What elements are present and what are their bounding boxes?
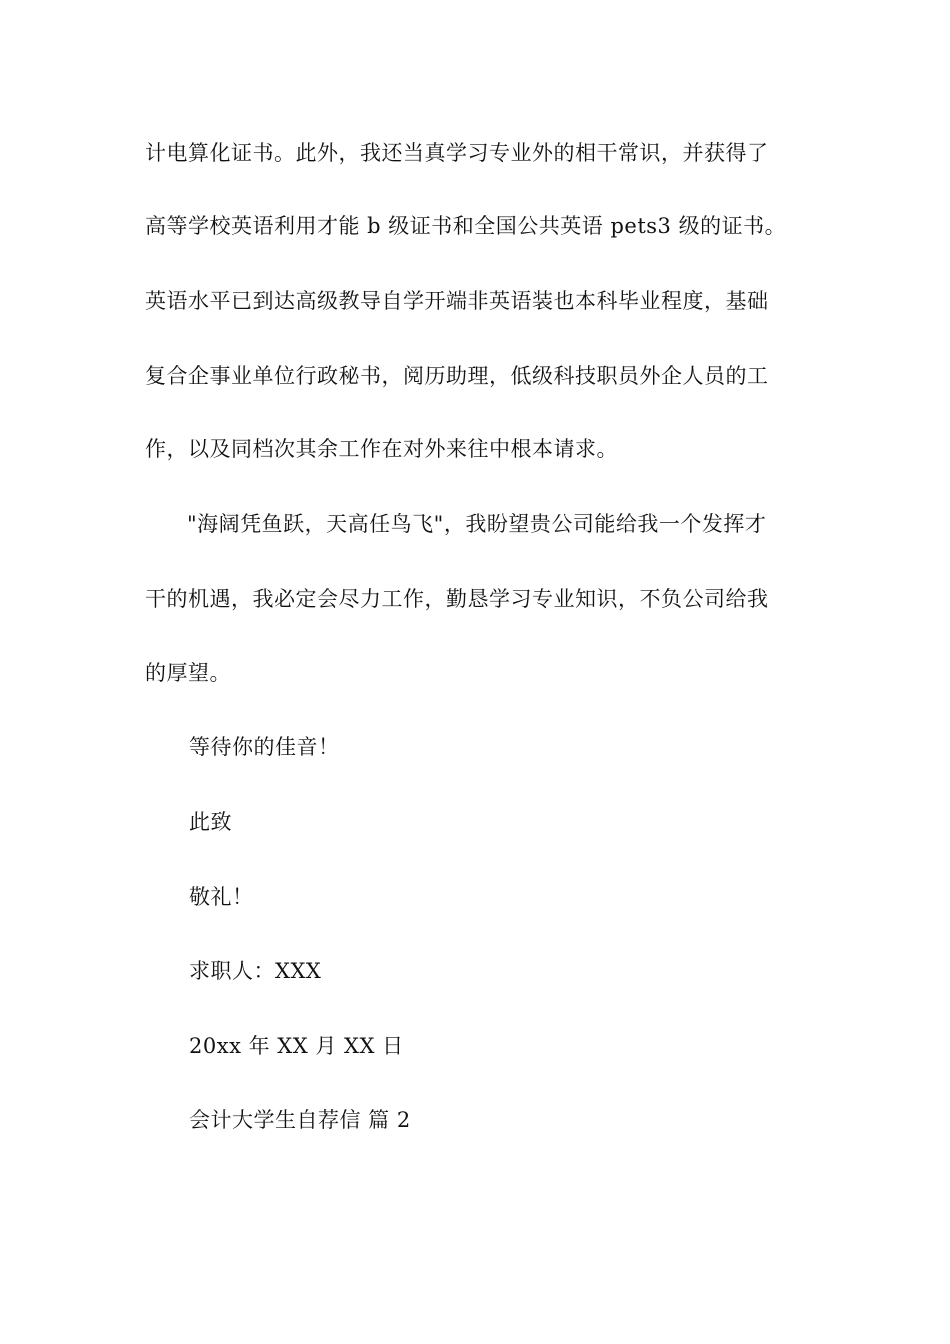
letter-date: 20xx 年 XX 月 XX 日: [189, 1034, 404, 1058]
paragraph-1-line-2: 高等学校英语利用才能 b 级证书和全国公共英语 pets3 级的证书。: [145, 214, 787, 238]
paragraph-2-line-1: "海阔凭鱼跃，天高任鸟飞"，我盼望贵公司能给我一个发挥才: [187, 512, 767, 536]
closing-wait: 等待你的佳音！: [189, 735, 340, 759]
applicant-signature: 求职人：XXX: [189, 959, 322, 983]
paragraph-2-line-2: 干的机遇，我必定会尽力工作，勤恳学习专业知识，不负公司给我: [145, 587, 769, 611]
paragraph-1-line-4: 复合企事业单位行政秘书，阅历助理，低级科技职员外企人员的工: [145, 364, 769, 388]
paragraph-2-line-3: 的厚望。: [145, 661, 231, 685]
closing-regards-2: 敬礼！: [189, 885, 254, 909]
next-section-title: 会计大学生自荐信 篇 2: [189, 1108, 411, 1132]
paragraph-1-line-1: 计电算化证书。此外，我还当真学习专业外的相干常识，并获得了: [145, 141, 769, 165]
paragraph-1-line-5: 作，以及同档次其余工作在对外来往中根本请求。: [145, 437, 618, 461]
paragraph-1-line-3: 英语水平已到达高级教导自学开端非英语装也本科毕业程度，基础: [145, 289, 769, 313]
closing-regards-1: 此致: [189, 810, 232, 834]
